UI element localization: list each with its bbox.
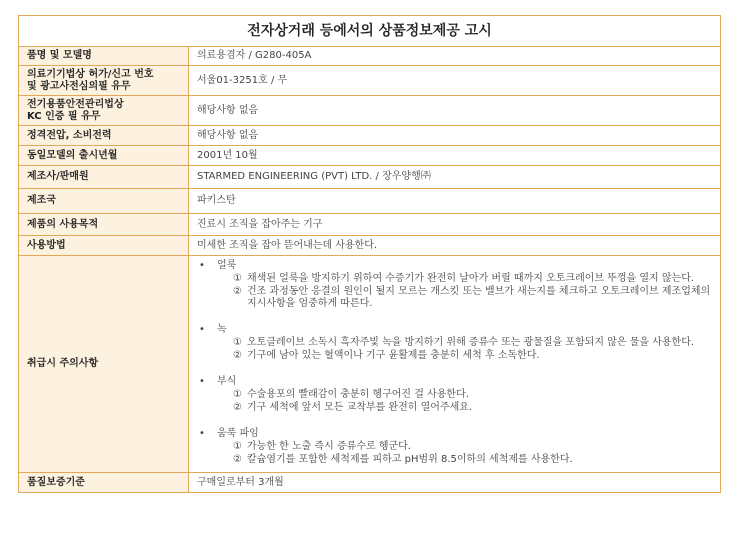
care-item (213, 350, 712, 362)
care-item (213, 441, 712, 453)
item-text: 오토클레이브 소독시 흑자주빛 녹을 방지하기 위해 증류수 또는 광물질을 포함되지 않은 물을 사용한다. (247, 337, 695, 348)
item-text: 칼슘염기를 포함한 세척제를 피하고 pH범위 8.5이하의 세척제를 사용한다. (247, 454, 573, 465)
care-item (213, 389, 712, 401)
row-value: 의료용겸자 / G280-405A (189, 47, 721, 66)
item-text: 건조 과정동안 응결의 원인이 될지 모르는 개스킷 또는 밸브가 새는지를 체크하고 오토크레이브 제조업체의 지시사항을 엄중하게 따른다. (247, 286, 711, 309)
item-number: ② (233, 454, 242, 465)
info-row (19, 47, 721, 66)
bullet-icon: • (199, 324, 205, 335)
row-value: 진료시 조직을 잡아주는 기구 (189, 214, 721, 236)
title-row (19, 16, 721, 47)
info-row (19, 66, 721, 96)
row-label: 정격전압, 소비전력 (19, 126, 189, 146)
item-text: 수술용포의 빨래감이 충분히 헹구어진 걸 사용한다. (247, 389, 469, 400)
care-item (213, 286, 712, 310)
care-item (213, 273, 712, 285)
row-value: 서울01-3251호 / 무 (189, 66, 721, 96)
item-number: ② (233, 350, 242, 361)
info-row (19, 214, 721, 236)
row-label: 제조국 (19, 189, 189, 214)
warranty-label: 품질보증기준 (19, 473, 189, 493)
row-value: 2001년 10월 (189, 146, 721, 166)
care-row (19, 256, 721, 473)
row-value: 해당사항 없음 (189, 126, 721, 146)
care-section-title: 움푹 파임 (217, 428, 259, 439)
row-value: 미세한 조직을 잡아 뜯어내는데 사용한다. (189, 236, 721, 256)
info-row (19, 96, 721, 126)
care-section (197, 428, 712, 466)
care-section (197, 376, 712, 414)
row-label: 제조사/판매원 (19, 166, 189, 189)
care-section-title: 부식 (217, 376, 237, 387)
care-label: 취급시 주의사항 (19, 256, 189, 473)
row-label: 사용방법 (19, 236, 189, 256)
item-text: 채색된 얼룩을 방지하기 위하여 수증기가 완전히 날아가 버릴 때까지 오토크레이브 뚜껑을 열지 않는다. (247, 273, 695, 284)
bullet-icon: • (199, 376, 205, 387)
row-label: 제품의 사용목적 (19, 214, 189, 236)
item-text: 가능한 한 노출 즉시 증류수로 헹군다. (247, 441, 411, 452)
info-row (19, 146, 721, 166)
row-label: 전기용품안전관리법상 KC 인증 필 유무 (19, 96, 189, 126)
notice-title: 전자상거래 등에서의 상품정보제공 고시 (19, 16, 721, 47)
bullet-icon: • (199, 428, 205, 439)
row-label: 품명 및 모델명 (19, 47, 189, 66)
row-label: 의료기기법상 허가/신고 번호 및 광고사전심의필 유무 (19, 66, 189, 96)
care-section (197, 324, 712, 362)
info-row (19, 166, 721, 189)
item-number: ② (233, 286, 242, 297)
warranty-row (19, 473, 721, 493)
care-section-title: 녹 (217, 324, 227, 335)
row-value: STARMED ENGINEERING (PVT) LTD. / 장우양행㈜ (189, 166, 721, 189)
info-row (19, 236, 721, 256)
warranty-value: 구매일로부터 3개월 (189, 473, 721, 493)
row-label: 동일모델의 출시년월 (19, 146, 189, 166)
item-number: ② (233, 402, 242, 413)
info-row (19, 189, 721, 214)
item-number: ① (233, 441, 242, 452)
care-section-title: 얼룩 (217, 260, 237, 271)
item-number: ① (233, 337, 242, 348)
item-text: 기구에 남아 있는 혈액이나 기구 윤활제를 충분히 세척 후 소독한다. (247, 350, 540, 361)
item-number: ① (233, 389, 242, 400)
item-text: 기구 세척에 앞서 모든 교착부를 완전히 열어주세요. (247, 402, 473, 413)
row-value: 해당사항 없음 (189, 96, 721, 126)
bullet-icon: • (199, 260, 205, 271)
care-item (213, 454, 712, 466)
product-info-table (18, 15, 721, 493)
row-value: 파키스탄 (189, 189, 721, 214)
item-number: ① (233, 273, 242, 284)
care-item (213, 402, 712, 414)
care-section (197, 260, 712, 310)
care-content (189, 256, 721, 473)
info-row (19, 126, 721, 146)
care-item (213, 337, 712, 349)
